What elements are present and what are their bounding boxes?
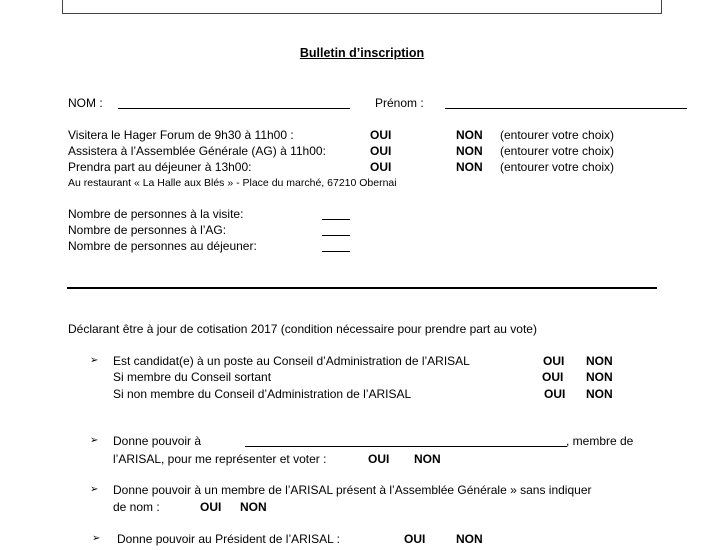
pouvoir1-non[interactable]: NON — [414, 452, 441, 466]
pouvoir3-non[interactable]: NON — [456, 532, 483, 546]
attendance-visit-oui[interactable]: OUI — [370, 128, 392, 142]
count-visit-label: Nombre de personnes à la visite: — [68, 207, 244, 221]
pouvoir3-oui[interactable]: OUI — [404, 532, 426, 546]
prenom-field[interactable] — [445, 108, 687, 109]
candidate-line3-oui[interactable]: OUI — [544, 387, 566, 401]
nom-field[interactable] — [118, 108, 350, 109]
candidate-line1: Est candidat(e) à un poste au Conseil d’Administration de l’ARISAL — [113, 354, 470, 368]
attendance-lunch-non[interactable]: NON — [456, 160, 483, 174]
count-ag-field[interactable] — [322, 235, 350, 236]
pouvoir1-oui[interactable]: OUI — [368, 452, 390, 466]
section-divider — [67, 287, 657, 289]
declaration-text: Déclarant être à jour de cotisation 2017 (condition nécessaire pour prendre part au vote) — [68, 322, 537, 336]
attendance-lunch-oui[interactable]: OUI — [370, 160, 392, 174]
count-lunch-label: Nombre de personnes au déjeuner: — [68, 239, 257, 253]
bullet-icon: ➢ — [90, 484, 99, 495]
attendance-visit-label: Visitera le Hager Forum de 9h30 à 11h00 : — [68, 128, 294, 142]
pouvoir3-label: Donne pouvoir au Président de l’ARISAL : — [117, 532, 341, 546]
candidate-line2: Si membre du Conseil sortant — [113, 370, 272, 384]
attendance-ag-non[interactable]: NON — [456, 144, 483, 158]
pouvoir2-non[interactable]: NON — [240, 500, 267, 514]
candidate-line3-non[interactable]: NON — [586, 387, 613, 401]
bullet-icon: ➢ — [90, 435, 99, 446]
candidate-line1-oui[interactable]: OUI — [543, 354, 565, 368]
attendance-visit-non[interactable]: NON — [456, 128, 483, 142]
attendance-visit-hint: (entourer votre choix) — [500, 128, 615, 142]
attendance-lunch-label: Prendra part au déjeuner à 13h00: — [68, 160, 252, 174]
candidate-line1-non[interactable]: NON — [586, 354, 613, 368]
bullet-icon: ➢ — [92, 533, 101, 544]
pouvoir1-start: Donne pouvoir à — [113, 434, 202, 448]
candidate-line2-oui[interactable]: OUI — [542, 370, 564, 384]
candidate-line2-non[interactable]: NON — [586, 370, 613, 384]
count-lunch-field[interactable] — [322, 251, 350, 252]
restaurant-note: Au restaurant « La Halle aux Blés » - Place du marché, 67210 Obernai — [68, 177, 397, 189]
header-box — [62, 0, 662, 14]
pouvoir2-line1: Donne pouvoir à un membre de l’ARISAL présent à l’Assemblée Générale » sans indiquer — [113, 483, 592, 497]
prenom-label: Prénom : — [375, 96, 424, 110]
pouvoir1-end: , membre de — [566, 434, 634, 448]
attendance-ag-hint: (entourer votre choix) — [500, 144, 615, 158]
candidate-line3: Si non membre du Conseil d’Administration de l’ARISAL — [113, 387, 412, 401]
nom-label: NOM : — [68, 96, 103, 110]
attendance-ag-oui[interactable]: OUI — [370, 144, 392, 158]
attendance-ag-label: Assistera à l’Assemblée Générale (AG) à 11h00: — [68, 144, 326, 158]
pouvoir1-name-field[interactable] — [245, 446, 567, 447]
pouvoir1-line2: l’ARISAL, pour me représenter et voter : — [113, 452, 327, 466]
bullet-icon: ➢ — [90, 355, 99, 366]
pouvoir2-line2: de nom : — [113, 500, 160, 514]
count-visit-field[interactable] — [322, 219, 350, 220]
pouvoir2-oui[interactable]: OUI — [200, 500, 222, 514]
count-ag-label: Nombre de personnes à l’AG: — [68, 223, 227, 237]
attendance-lunch-hint: (entourer votre choix) — [500, 160, 615, 174]
form-title: Bulletin d’inscription — [299, 46, 425, 60]
